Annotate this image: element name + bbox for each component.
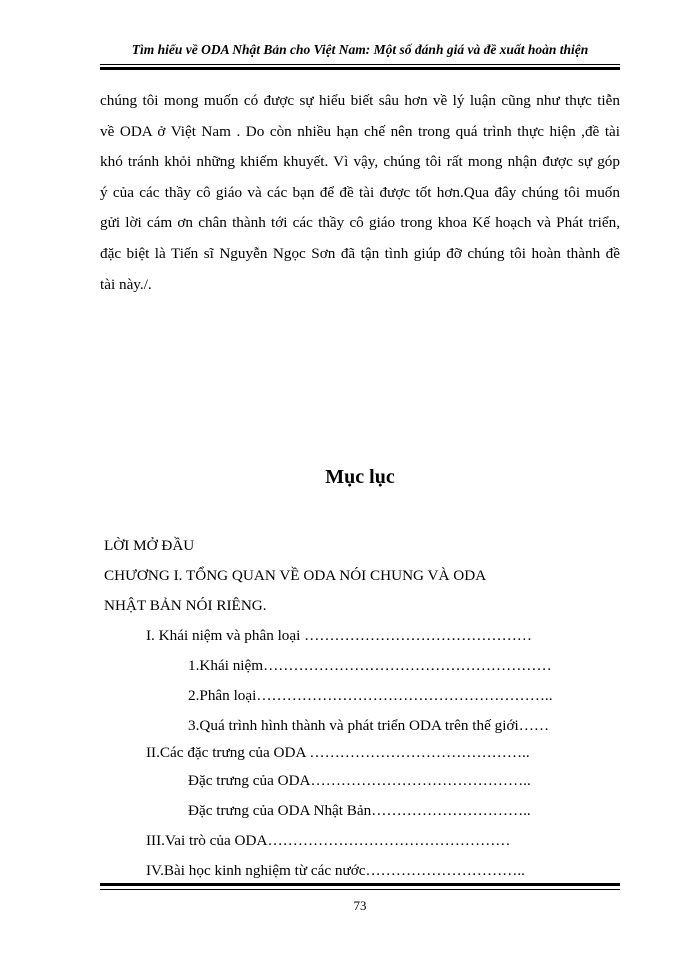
toc-entry: Đặc trưng của ODA Nhật Bản………………………….. [188,802,531,819]
toc-entry: Đặc trưng của ODA…………………………………….. [188,772,531,789]
body-line: về ODA ở Việt Nam . Do còn nhiều hạn chế nên trong quá trình thực hiện ,đề tài [100,122,620,140]
toc-entry: 1.Khái niệm………………………………………………… [188,657,552,674]
toc-entry: I. Khái niệm và phân loại ……………………………………… [146,627,532,644]
body-line: gửi lời cám ơn chân thành tới các thầy cô giáo trong khoa Kế hoạch và Phát triển, [100,214,620,232]
body-paragraph [100,86,620,300]
toc-entry: III.Vai trò của ODA………………………………………… [146,832,511,849]
toc-entry: 2.Phân loại………………………………………………….. [188,687,553,704]
toc-entry: IV.Bài học kinh nghiệm từ các nước………………………….. [146,862,525,879]
running-header-title: Tìm hiểu về ODA Nhật Bản cho Việt Nam: Một số đánh giá và đề xuất hoàn thiện [131,42,589,57]
toc-entry: LỜI MỞ ĐẦU [104,537,195,554]
toc-entry: CHƯƠNG I. TỔNG QUAN VỀ ODA NÓI CHUNG VÀ ODA [104,567,487,584]
header-rule-thin [100,64,620,65]
toc-heading: Mục lục [325,466,395,488]
footer-rule-thin [100,889,620,890]
page-number: 73 [353,898,367,913]
body-line: ý của các thầy cô giáo và các bạn để đề tài được tốt hơn.Qua đây chúng tôi muốn [100,183,620,201]
body-line: đặc biệt là Tiến sĩ Nguyễn Ngọc Sơn đã tận tình giúp đỡ chúng tôi hoàn thành đề [100,244,620,262]
footer-rule-thick [100,883,620,886]
body-line: chúng tôi mong muốn có được sự hiểu biết sâu hơn về lý luận cũng như thực tiễn [100,92,620,109]
body-line: khó tránh khỏi những khiếm khuyết. Vì vậy, chúng tôi rất mong nhận được sự góp [100,153,620,171]
toc-entry: NHẬT BẢN NÓI RIÊNG. [104,597,267,614]
toc-entry: 3.Quá trình hình thành và phát triển ODA trên thế giới…… [188,717,550,734]
body-line: tài này./. [100,275,152,293]
toc-entry: II.Các đặc trưng của ODA …………………………………….. [146,744,530,761]
header-rule-thick [100,67,620,70]
